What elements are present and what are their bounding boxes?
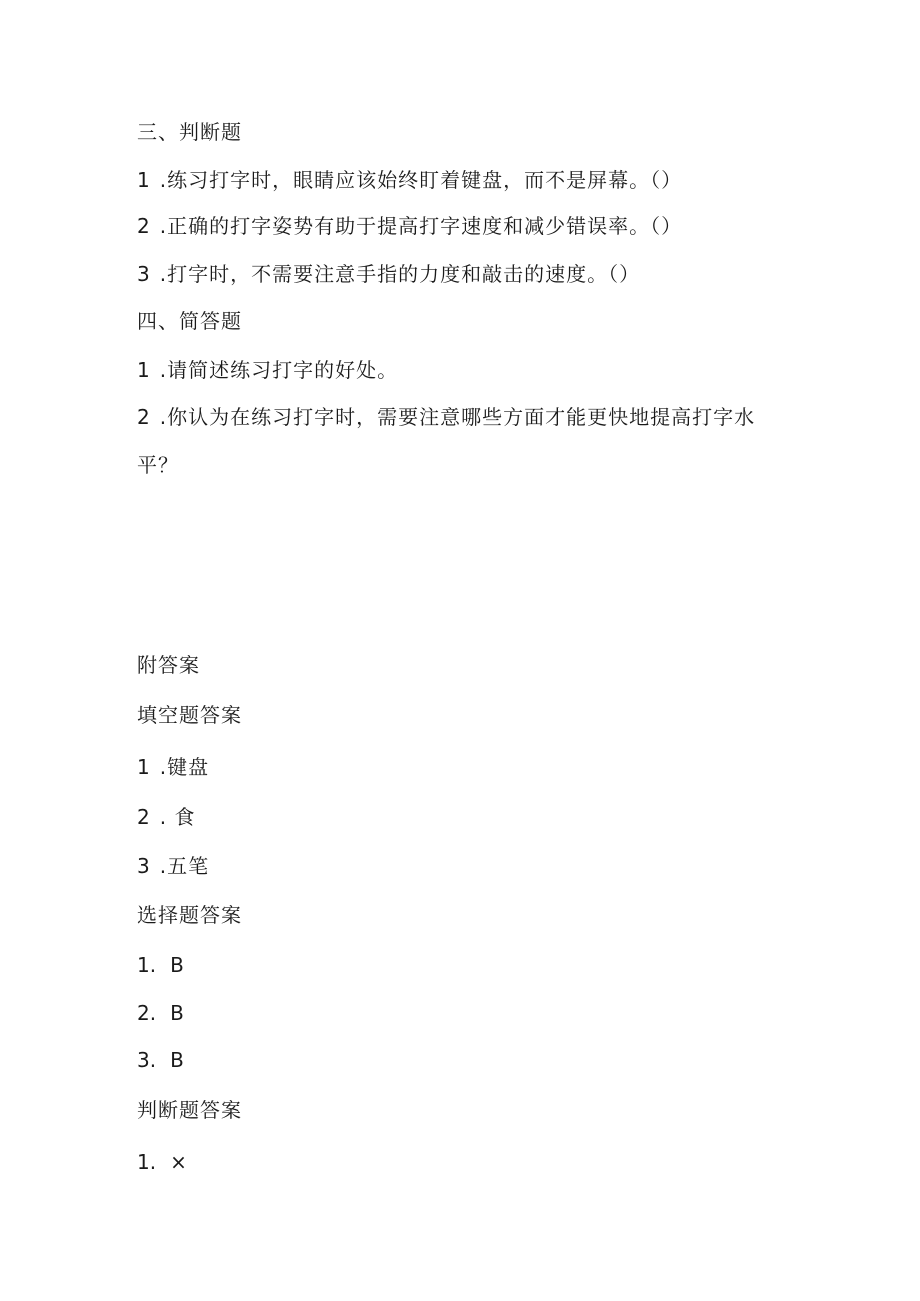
judge-answers-heading: 判断题答案	[137, 1098, 242, 1122]
answer-number: 3	[137, 854, 150, 878]
question-text: .正确的打字姿势有助于提高打字速度和减少错误率。（）	[159, 214, 683, 238]
answers-heading: 附答案	[137, 653, 200, 677]
fill-in-answer-3	[137, 852, 209, 880]
choice-answer-1	[137, 951, 185, 979]
answer-number: 1.	[137, 953, 157, 977]
fill-in-answers-heading: 填空题答案	[137, 703, 242, 727]
question-text: .练习打字时，眼睛应该始终盯着键盘，而不是屏幕。（）	[159, 168, 683, 192]
judge-question-1	[137, 166, 682, 194]
question-text: .请简述练习打字的好处。	[159, 358, 399, 382]
short-question-2-continuation: 平？	[137, 453, 179, 477]
answer-text: B	[170, 1048, 185, 1072]
judge-answer-1	[137, 1148, 188, 1176]
answer-number: 3.	[137, 1048, 157, 1072]
question-number: 1	[137, 168, 150, 192]
fill-in-answer-2	[137, 803, 195, 831]
answer-text: ×	[170, 1150, 188, 1174]
judge-question-3	[137, 260, 640, 288]
answer-text: . 食	[159, 805, 196, 829]
judge-question-2	[137, 212, 682, 240]
question-number: 2	[137, 405, 150, 429]
answer-number: 1	[137, 755, 150, 779]
answer-text: .键盘	[159, 755, 210, 779]
section-4-heading: 四、简答题	[137, 309, 242, 333]
section-3-heading: 三、判断题	[137, 120, 242, 144]
choice-answers-heading: 选择题答案	[137, 903, 242, 927]
answer-number: 2	[137, 805, 150, 829]
question-text: .打字时，不需要注意手指的力度和敲击的速度。（）	[159, 262, 641, 286]
question-number: 2	[137, 214, 150, 238]
short-question-1	[137, 356, 398, 384]
answer-number: 1.	[137, 1150, 157, 1174]
short-question-2	[137, 403, 755, 431]
question-number: 1	[137, 358, 150, 382]
choice-answer-3	[137, 1046, 185, 1074]
answer-text: B	[170, 953, 185, 977]
answer-number: 2.	[137, 1001, 157, 1025]
fill-in-answer-1	[137, 753, 209, 781]
question-text: .你认为在练习打字时，需要注意哪些方面才能更快地提高打字水	[159, 405, 756, 429]
answer-text: .五笔	[159, 854, 210, 878]
choice-answer-2	[137, 999, 185, 1027]
question-number: 3	[137, 262, 150, 286]
answer-text: B	[170, 1001, 185, 1025]
